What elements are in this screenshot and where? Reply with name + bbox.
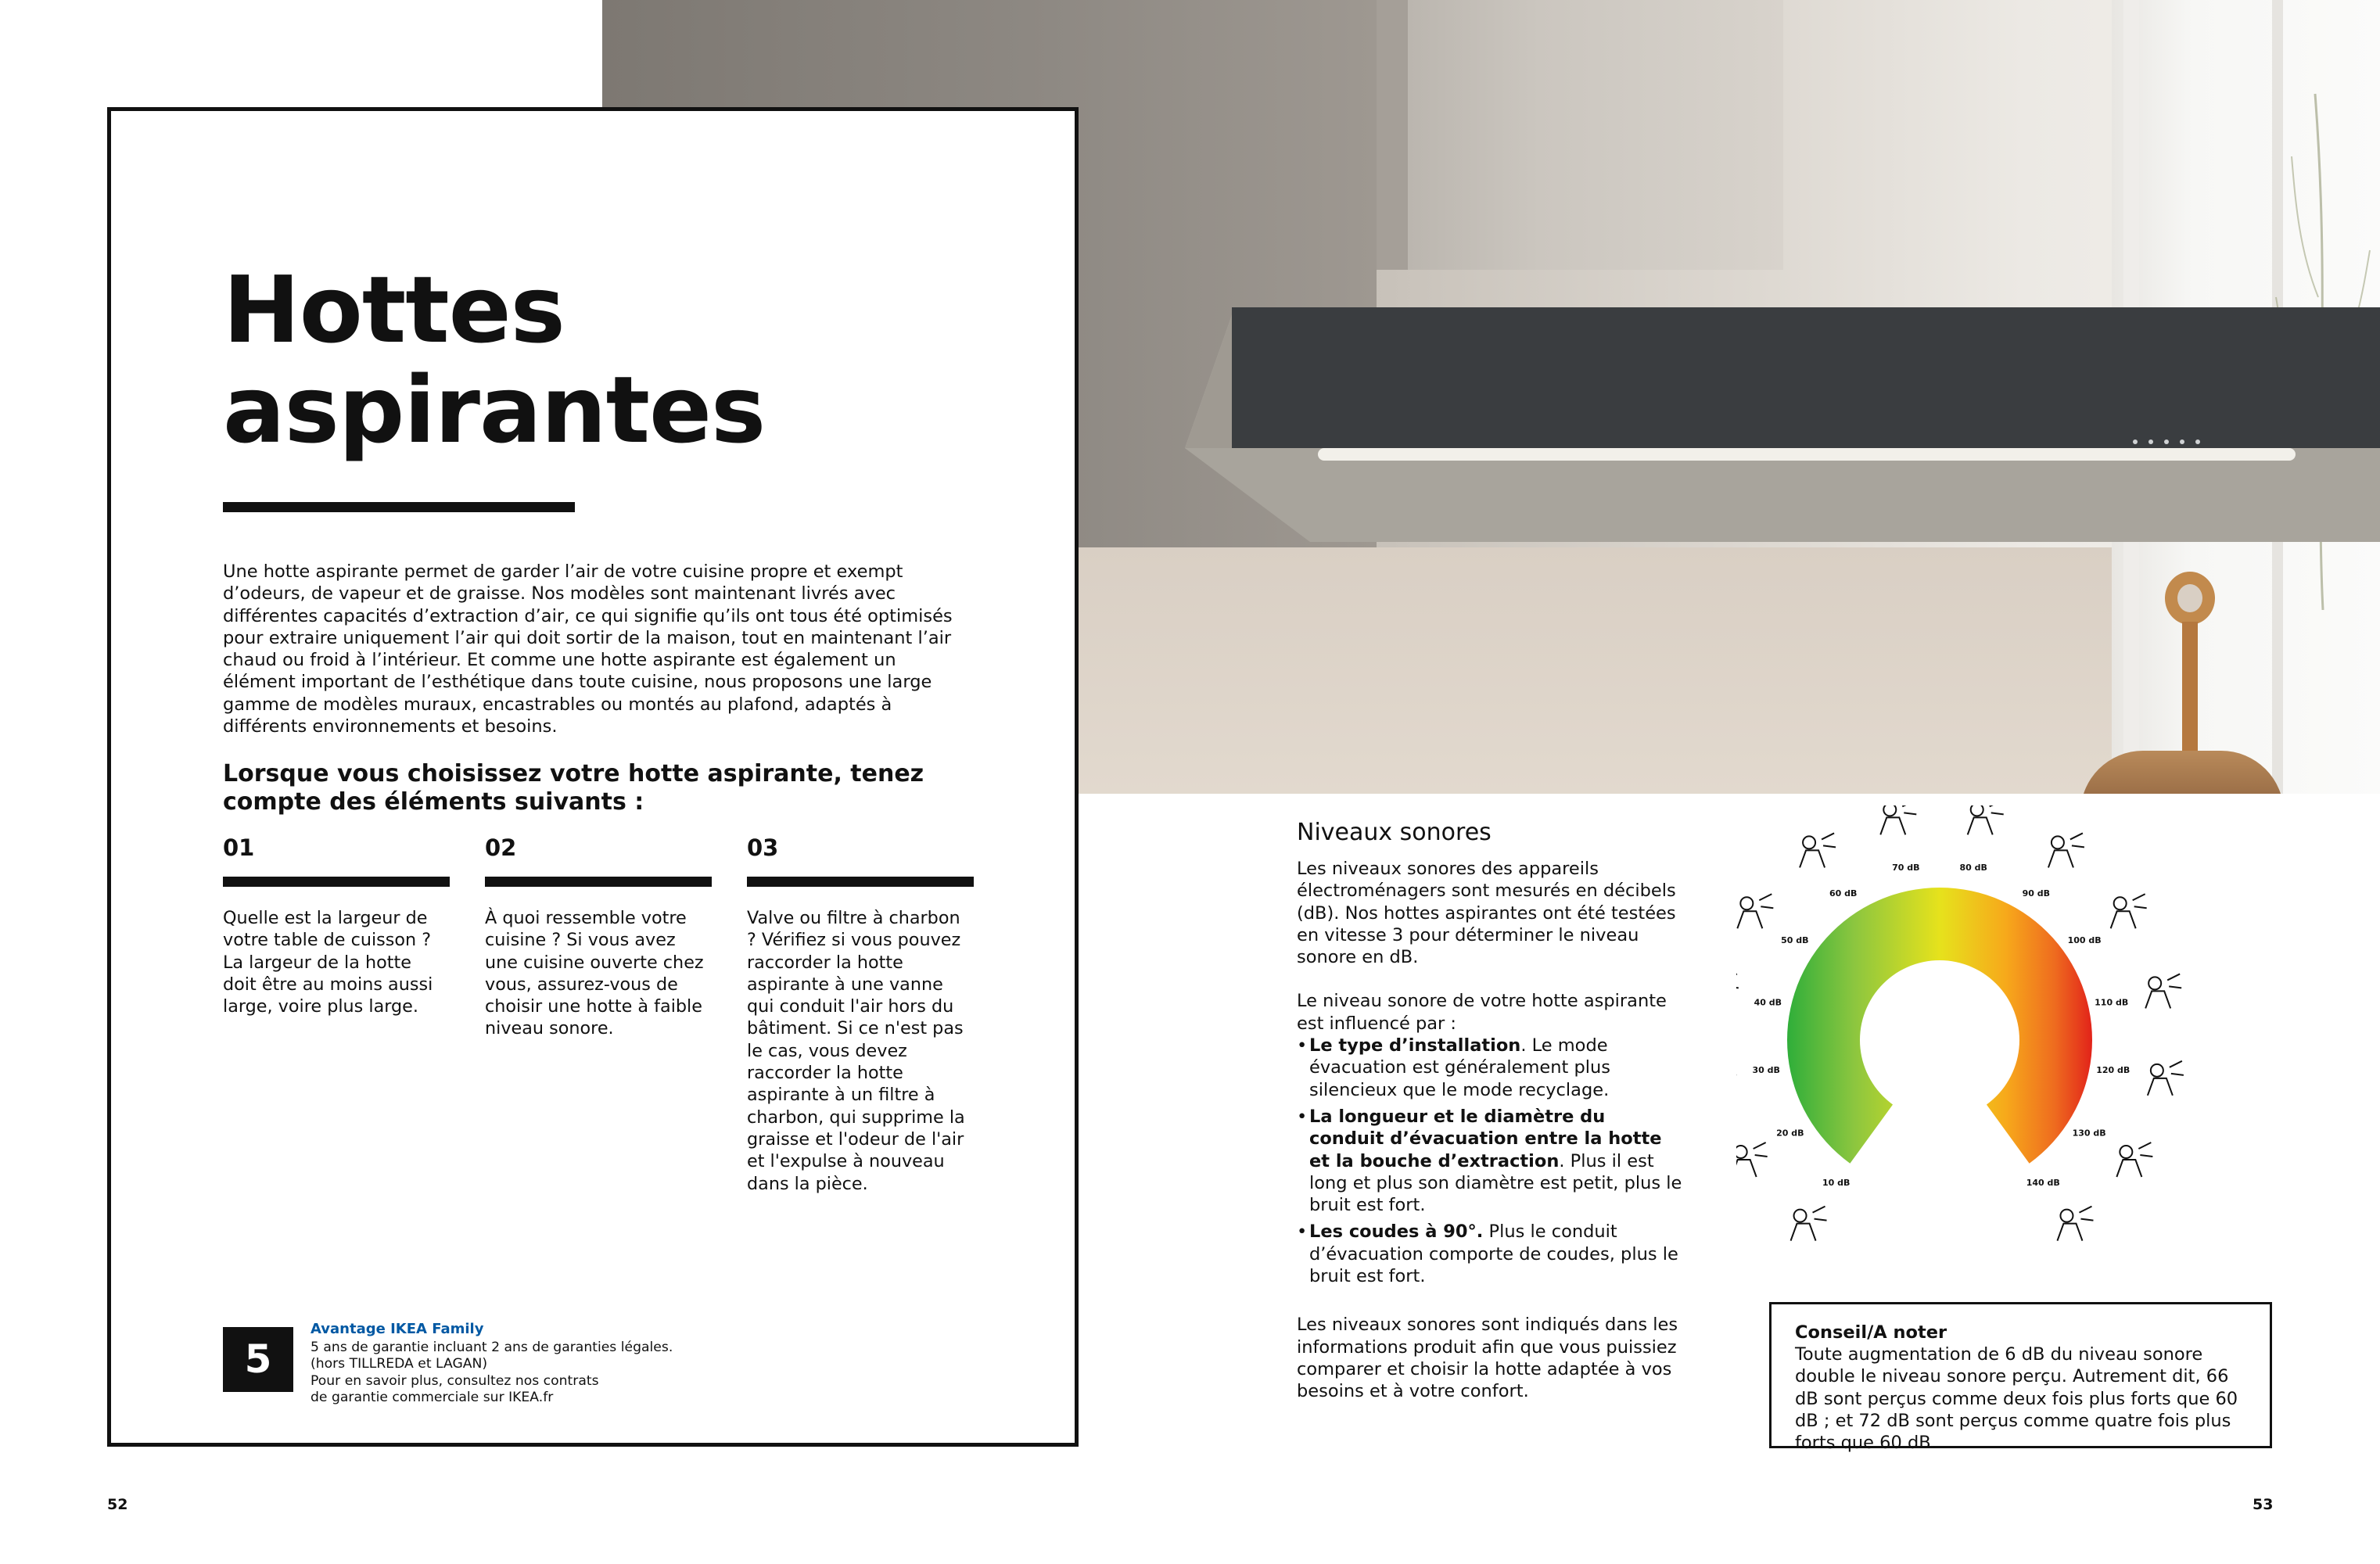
list-item: • Le type d’installation. Le mode évacuation est généralement plus silencieux que le mode recyclage.: [1297, 1035, 1684, 1101]
db-label: 20 dB: [1776, 1128, 1804, 1139]
family-line: Pour en savoir plus, consultez nos contrats: [311, 1373, 599, 1389]
sound-levels-text: [1297, 858, 1684, 1403]
refrigerator-icon: [1736, 974, 1739, 1008]
list-item: • La longueur et le diamètre du conduit d’évacuation entre la hotte et la bouche d’extraction. Plus il est long et plus son diamètre est petit, plus le bruit est fort.: [1297, 1106, 1684, 1216]
db-label: 140 dB: [2026, 1178, 2060, 1189]
family-line: (hors TILLREDA et LAGAN): [311, 1356, 488, 1372]
considerations-heading: Lorsque vous choisissez votre hotte aspirante, tenez compte des éléments suivants :: [223, 760, 924, 816]
airplane-icon: [2116, 1143, 2152, 1177]
sound-para-1: Les niveaux sonores des appareils électroménagers sont mesurés en décibels (dB). Nos hottes aspirantes ont été testées en vitesse 3 pour déterminer le niveau sonore en dB.: [1297, 859, 1676, 968]
rain-cloud-icon: [1737, 894, 1773, 928]
consideration-rule: [485, 877, 712, 887]
sound-factors-list: [1297, 1035, 1684, 1287]
page-title: [223, 256, 766, 464]
leaves-icon: [1736, 1143, 1768, 1177]
db-label: 120 dB: [2096, 1064, 2131, 1075]
chainsaw-icon: [2145, 974, 2181, 1008]
hair-dryer-icon: [2048, 833, 2084, 867]
db-label: 30 dB: [1752, 1064, 1780, 1075]
advice-box: [1769, 1302, 2272, 1454]
consideration-rule: [223, 877, 450, 887]
warranty-badge: 5: [223, 1327, 293, 1392]
db-label: 60 dB: [1829, 888, 1858, 899]
ikea-family-advantage: [223, 1321, 770, 1405]
title-line-2: aspirantes: [223, 356, 766, 464]
car-wash-icon: [1880, 805, 1916, 834]
family-line: de garantie commerciale sur IKEA.fr: [311, 1390, 554, 1405]
advice-heading: Conseil/A noter: [1795, 1322, 1947, 1343]
fireworks-icon: [2057, 1207, 2093, 1241]
consideration-02: [485, 834, 712, 1040]
consideration-text: Valve ou filtre à charbon ? Vérifiez si vous pouvez raccorder la hotte aspirante à une vanne qui conduit l'air hors du bâtiment. Si ce n'est pas le cas, vous devez raccorder la hotte aspirante à un filtre à charbon, qui supprime la graisse et l'odeur de l'air et l'expulse à nouveau dans la pièce.: [747, 908, 965, 1194]
title-line-1: Hottes: [223, 256, 565, 364]
page-number-right: 53: [2253, 1496, 2274, 1513]
consideration-03: [747, 834, 974, 1195]
gauge-band: [1787, 888, 2092, 1164]
range-hood: [1185, 307, 2380, 542]
conversation-icon: [1800, 833, 1836, 867]
db-label: 90 dB: [2022, 888, 2051, 899]
consideration-number: 01: [223, 834, 255, 861]
consideration-text: Quelle est la largeur de votre table de cuisson ? La largeur de la hotte doit être au moins aussi large, voire plus large.: [223, 908, 433, 1017]
sound-level-gauge: [1736, 805, 2299, 1275]
db-label: 130 dB: [2072, 1128, 2106, 1139]
consideration-rule: [747, 877, 974, 887]
intro-paragraph: Une hotte aspirante permet de garder l’air de votre cuisine propre et exempt d’odeurs, de vapeur et de graisse. Nos modèles sont maintenant livrés avec différentes capacités d’extraction d’air, ce qui signifie qu’ils ont tous été optimisés pour extraire uniquement l’air qui doit sortir de la maison, tout en maintenant l’air chaud ou froid à l’intérieur. Et comme une hotte aspirante est également un élément important de l’esthétique dans toute cuisine, nous proposons une large gamme de modèles muraux, encastrables ou montés au plafond, adaptés à différents environnements et besoins.: [223, 561, 953, 737]
family-heading: Avantage IKEA Family: [311, 1321, 484, 1337]
db-label: 40 dB: [1754, 997, 1782, 1008]
sound-para-2: Le niveau sonore de votre hotte aspirante est influencé par :: [1297, 991, 1667, 1034]
gauge-arc: [1787, 888, 2092, 1164]
helicopter-icon: [2111, 894, 2147, 928]
list-item: • Les coudes à 90°. Plus le conduit d’évacuation comporte de coudes, plus le bruit est fort.: [1297, 1221, 1684, 1287]
db-label: 100 dB: [2067, 935, 2102, 946]
db-label: 50 dB: [1781, 935, 1809, 946]
vacuum-cleaner-icon: [1968, 805, 2004, 834]
db-label: 10 dB: [1822, 1178, 1851, 1189]
consideration-number: 02: [485, 834, 517, 861]
db-label: 110 dB: [2095, 997, 2129, 1008]
whisper-person-icon: [1791, 1207, 1827, 1241]
family-line: 5 ans de garantie incluant 2 ans de garanties légales.: [311, 1340, 673, 1355]
ambulance-icon: [2148, 1061, 2184, 1096]
consideration-text: À quoi ressemble votre cuisine ? Si vous avez une cuisine ouverte chez vous, assurez-vous de choisir une hotte à faible niveau sonore.: [485, 908, 704, 1039]
title-rule: [223, 502, 575, 512]
info-card: [107, 107, 1079, 1447]
db-label: 80 dB: [1959, 863, 1987, 873]
consideration-number: 03: [747, 834, 779, 861]
sound-para-3: Les niveaux sonores sont indiqués dans les informations produit afin que vous puissiez comparer et choisir la hotte adaptée à vos besoins et à votre confort.: [1297, 1315, 1678, 1402]
sound-levels-title: Niveaux sonores: [1297, 819, 1492, 846]
page-number-left: 52: [107, 1496, 128, 1513]
db-label: 70 dB: [1892, 863, 1920, 873]
consideration-01: [223, 834, 450, 1017]
advice-body: Toute augmentation de 6 dB du niveau sonore double le niveau sonore perçu. Autrement dit, 66 dB sont perçus comme deux fois plus forts que 60 dB ; et 72 dB sont perçus comme quatre fois plus forts que 60 dB.: [1795, 1344, 2238, 1454]
